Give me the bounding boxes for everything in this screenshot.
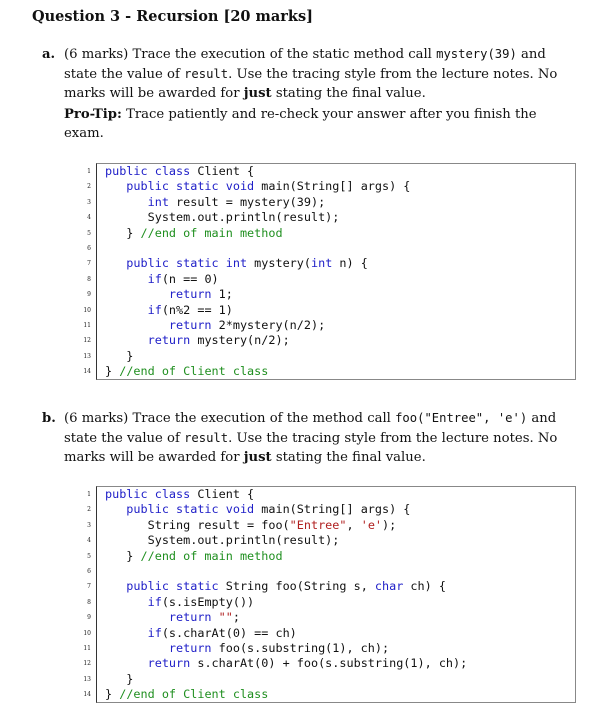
code-token: public class (105, 487, 198, 501)
line-number: 14 (83, 368, 91, 376)
pro-tip-text: Trace patiently and re-check your answer after you finish the exam. (64, 106, 537, 141)
code-token: } (105, 225, 141, 240)
line-number: 7 (87, 260, 91, 268)
code-line (83, 656, 575, 671)
code-token: foo(s.substring(1), ch); (218, 640, 390, 655)
code-line (83, 364, 575, 379)
code-token: s.charAt(0) + foo(s.substring(1), ch); (197, 656, 468, 671)
line-number: 5 (87, 552, 91, 560)
line-number: 9 (87, 614, 91, 622)
code-token: //end of main method (140, 225, 283, 240)
line-number: 11 (83, 644, 91, 652)
part-b-text-after: . Use the tracing style from the lecture notes. No marks will be awarded for (64, 430, 558, 465)
code-line (83, 302, 575, 318)
question-title: Question 3 - Recursion [20 marks] (32, 8, 313, 25)
code-text (97, 626, 297, 640)
code-token: if (105, 625, 162, 640)
code-token: Client { (197, 164, 255, 178)
code-token: 2*mystery(n/2); (218, 317, 326, 332)
pro-tip (64, 105, 578, 144)
code-text (97, 226, 283, 240)
code-token: Client { (197, 487, 255, 501)
part-a-text-end: stating the final value. (275, 86, 426, 101)
code-line (87, 533, 575, 548)
line-number: 10 (83, 629, 91, 637)
code-token: public static void (105, 179, 262, 194)
code-text (97, 533, 339, 547)
code-token: return (105, 287, 219, 302)
code-token: public class (105, 164, 198, 178)
code-token: String foo(String s, (225, 579, 375, 594)
line-number: 6 (87, 244, 91, 252)
part-a-text-after: . Use the tracing style from the lecture notes. No marks will be awarded for (64, 66, 558, 101)
code-text (97, 579, 446, 593)
code-token: mystery( (254, 256, 311, 271)
code-line (87, 610, 575, 625)
code-token: public static (105, 579, 226, 594)
line-number: 1 (87, 168, 91, 175)
line-number: 6 (87, 567, 91, 575)
code-line (87, 548, 575, 564)
code-token: , (346, 517, 361, 532)
part-b-code-call: foo("Entree", 'e') (395, 411, 528, 425)
code-line (83, 640, 575, 656)
code-token: } (105, 671, 134, 686)
code-line (87, 594, 575, 610)
code-token: } (105, 687, 120, 702)
code-token: int (310, 256, 340, 271)
code-line (87, 487, 575, 502)
code-token: (n == 0) (161, 271, 219, 286)
code-token: "Entree" (289, 517, 347, 532)
code-text (97, 256, 368, 270)
part-a-text-before: Trace the execution of the static method call (132, 47, 432, 62)
part-a-text-and: and state the value of (64, 47, 546, 82)
code-token: return (105, 656, 198, 671)
code-token: return (105, 640, 219, 655)
line-number: 9 (87, 291, 91, 299)
code-line (87, 502, 575, 517)
code-token: int (105, 194, 177, 209)
code-listing-a (83, 163, 576, 380)
code-line (87, 179, 575, 194)
line-number: 4 (87, 537, 91, 545)
part-b-text-before: Trace the execution of the method call (132, 411, 391, 426)
code-text (97, 595, 254, 609)
code-text (97, 303, 233, 317)
code-token: char (374, 579, 411, 594)
code-text (97, 564, 105, 578)
part-a-code-call: mystery(39) (436, 47, 517, 61)
code-token: public static void (105, 502, 262, 517)
code-token: System.out.println(result); (105, 210, 340, 225)
code-text (97, 164, 254, 178)
part-b (42, 409, 578, 468)
part-b-result-word: result (184, 430, 229, 445)
code-token: //end of Client class (119, 687, 269, 702)
line-number: 8 (87, 598, 91, 606)
code-token: if (105, 302, 162, 317)
line-number: 11 (83, 321, 91, 329)
line-number: 2 (87, 506, 91, 514)
code-token: "" (218, 610, 233, 625)
line-number: 5 (87, 229, 91, 237)
code-token: 1; (218, 287, 233, 302)
part-a-marks: (6 marks) (64, 47, 129, 62)
code-line (83, 317, 575, 333)
code-line (87, 564, 575, 579)
code-text (97, 287, 233, 301)
line-number: 3 (87, 198, 91, 206)
code-text (97, 179, 410, 193)
code-line (87, 271, 575, 287)
code-text (97, 487, 254, 501)
code-line (87, 579, 575, 594)
code-line (87, 225, 575, 241)
code-token: ; (232, 610, 240, 625)
code-line (87, 256, 575, 271)
part-a-just-word: just (243, 86, 272, 101)
code-text (97, 502, 410, 516)
code-line (83, 348, 575, 364)
code-text (97, 641, 389, 655)
code-text (97, 349, 133, 363)
code-token: } (105, 548, 141, 563)
code-token: } (105, 348, 134, 363)
line-number: 3 (87, 521, 91, 529)
code-line (87, 164, 575, 179)
line-number: 13 (83, 352, 91, 360)
part-b-label: b. (42, 411, 56, 426)
line-number: 12 (83, 660, 91, 668)
part-a-result-word: result (184, 66, 229, 81)
code-line (87, 194, 575, 210)
part-b-text-end: stating the final value. (275, 450, 426, 465)
code-token: ); (382, 517, 397, 532)
code-text (97, 318, 325, 332)
line-number: 1 (87, 491, 91, 498)
code-line (83, 671, 575, 687)
line-number: 10 (83, 306, 91, 314)
part-b-just-word: just (243, 450, 272, 465)
line-number: 12 (83, 337, 91, 345)
code-line (87, 210, 575, 225)
code-token: public static int (105, 256, 255, 271)
line-number: 2 (87, 183, 91, 191)
code-text (97, 210, 339, 224)
code-text (97, 672, 133, 686)
code-token: (s.charAt(0) == ch) (161, 625, 297, 640)
code-token: main(String[] args) { (261, 502, 411, 517)
code-token: if (105, 594, 162, 609)
code-text (97, 518, 396, 532)
part-a (42, 45, 578, 144)
code-text (97, 687, 268, 701)
code-text (97, 656, 467, 670)
code-token: } (105, 364, 120, 379)
code-listing-b (83, 486, 576, 703)
code-text (97, 549, 283, 563)
part-b-text-and: and state the value of (64, 411, 557, 446)
line-number: 4 (87, 214, 91, 222)
code-token: if (105, 271, 162, 286)
line-number: 8 (87, 275, 91, 283)
code-line (83, 333, 575, 348)
line-number: 14 (83, 691, 91, 699)
code-token: (s.isEmpty()) (161, 594, 255, 609)
part-b-marks: (6 marks) (64, 411, 129, 426)
code-text (97, 333, 290, 347)
line-number: 13 (83, 675, 91, 683)
part-a-label: a. (42, 47, 56, 62)
code-text (97, 610, 240, 624)
code-token: 'e' (360, 517, 383, 532)
code-line (87, 517, 575, 533)
code-token: return (105, 317, 219, 332)
code-token: result = mystery(39); (176, 194, 326, 209)
code-token: //end of main method (140, 548, 283, 563)
code-text (97, 272, 219, 286)
code-token: n) { (339, 256, 368, 271)
code-token: String result = foo( (105, 517, 290, 532)
code-token: ch) { (410, 579, 446, 594)
code-line (83, 687, 575, 702)
code-line (83, 625, 575, 641)
code-token: return (105, 610, 219, 625)
code-line (87, 287, 575, 302)
code-token: System.out.println(result); (105, 533, 340, 548)
pro-tip-label: Pro-Tip: (64, 106, 122, 122)
code-token: mystery(n/2); (197, 333, 290, 348)
code-token: main(String[] args) { (261, 179, 411, 194)
code-token: (n%2 == 1) (161, 302, 233, 317)
code-text (97, 364, 268, 378)
line-number: 7 (87, 583, 91, 591)
code-line (87, 241, 575, 256)
code-token: return (105, 333, 198, 348)
code-token: //end of Client class (119, 364, 269, 379)
code-text (97, 195, 325, 209)
code-text (97, 241, 105, 255)
